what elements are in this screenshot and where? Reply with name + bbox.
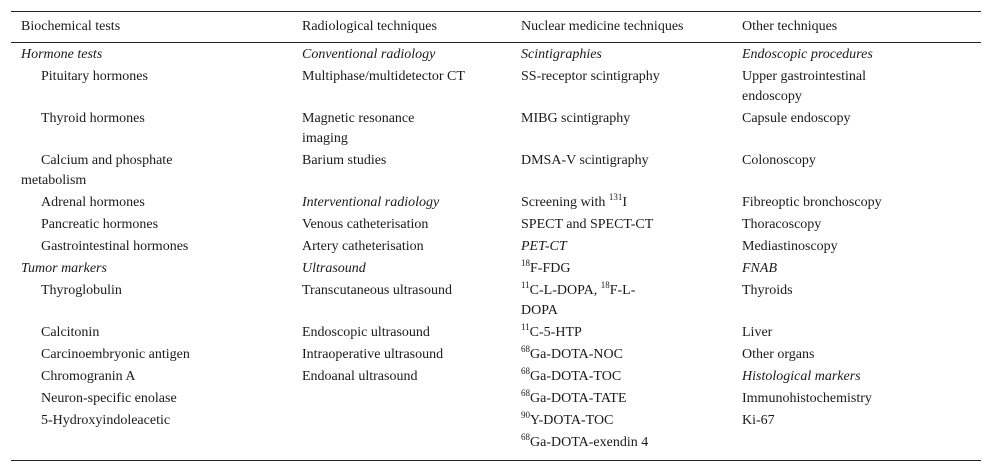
table-cell: Chromogranin A	[41, 369, 136, 384]
cell-text: F-FDG	[530, 261, 571, 276]
table-cell: 5-Hydroxyindoleacetic	[41, 413, 171, 428]
isotope-superscript: 131	[608, 192, 623, 202]
section-pet-ct: PET-CT	[521, 239, 567, 254]
table-cell: Liver	[742, 325, 773, 340]
section-fnab: FNAB	[742, 261, 777, 276]
header-radiological-techniques: Radiological techniques	[302, 19, 437, 34]
isotope-superscript: 18	[521, 258, 530, 268]
table-cell: Other organs	[742, 347, 815, 362]
table-cell	[521, 411, 613, 431]
cell-text: Ga-DOTA-TATE	[530, 391, 627, 406]
cell-text: Ga-DOTA-NOC	[530, 347, 623, 362]
table-cell: Capsule endoscopy	[742, 111, 851, 126]
table-cell	[521, 433, 648, 453]
section-interventional-radiology: Interventional radiology	[302, 195, 440, 210]
isotope-superscript: 11	[521, 322, 530, 332]
isotope-superscript: 90	[521, 410, 530, 420]
table-cell: Immunohistochemistry	[742, 391, 872, 406]
cell-text: F-L-DOPA	[521, 283, 636, 318]
table-cell	[521, 193, 627, 213]
table-cell: Artery catheterisation	[302, 239, 424, 254]
table-cell: Transcutaneous ultrasound	[302, 283, 452, 298]
table-cell: Upper gastrointestinal endoscopy	[742, 69, 867, 104]
table-cell: Pancreatic hormones	[41, 217, 159, 232]
cell-text: Y-DOTA-TOC	[530, 413, 614, 428]
table-cell	[521, 389, 627, 409]
table-cell: Pituitary hormones	[41, 69, 148, 84]
section-histological-markers: Histological markers	[742, 369, 861, 384]
table-bottom-rule	[11, 460, 981, 461]
section-ultrasound: Ultrasound	[302, 261, 366, 276]
table-cell: Magnetic resonance imaging	[302, 111, 415, 146]
table-cell: Fibreoptic bronchoscopy	[742, 195, 882, 210]
table-cell: Neuron-specific enolase	[41, 391, 177, 406]
table-cell: Venous catheterisation	[302, 217, 429, 232]
section-conventional-radiology: Conventional radiology	[302, 47, 436, 62]
table-cell: MIBG scintigraphy	[521, 111, 631, 126]
cell-text: Screening with	[521, 195, 609, 210]
table-cell: Endoscopic ultrasound	[302, 325, 430, 340]
isotope-superscript: 11	[521, 280, 530, 290]
table-cell: Thoracoscopy	[742, 217, 822, 232]
section-scintigraphies: Scintigraphies	[521, 47, 602, 62]
section-tumor-markers: Tumor markers	[21, 261, 107, 276]
header-rule	[11, 42, 981, 43]
section-endoscopic-procedures: Endoscopic procedures	[742, 47, 873, 62]
section-hormone-tests: Hormone tests	[21, 47, 103, 62]
table-cell: Endoanal ultrasound	[302, 369, 418, 384]
cell-text: Ga-DOTA-TOC	[530, 369, 622, 384]
table-cell: Adrenal hormones	[41, 195, 145, 210]
isotope-superscript: 18	[600, 280, 610, 290]
isotope-superscript: 68	[521, 432, 530, 442]
table-cell: Ki-67	[742, 413, 775, 428]
table-cell: SS-receptor scintigraphy	[521, 69, 660, 84]
table-top-rule	[11, 11, 981, 12]
table-cell: Barium studies	[302, 153, 387, 168]
isotope-superscript: 68	[521, 388, 530, 398]
table-cell	[521, 259, 570, 279]
cell-text: Ga-DOTA-exendin 4	[530, 435, 649, 450]
table-cell: Calcitonin	[41, 325, 100, 340]
table-cell: Thyroglobulin	[41, 283, 122, 298]
table-cell: Thyroids	[742, 283, 793, 298]
table-cell: Colonoscopy	[742, 153, 816, 168]
header-other-techniques: Other techniques	[742, 19, 838, 34]
table-cell	[521, 323, 582, 343]
table-cell: Mediastinoscopy	[742, 239, 838, 254]
table-cell: Carcinoembryonic antigen	[41, 347, 190, 362]
table-cell	[521, 345, 623, 365]
cell-text: C-L-DOPA,	[529, 283, 601, 298]
table-cell: Thyroid hormones	[41, 111, 145, 126]
table-cell	[521, 281, 671, 321]
isotope-superscript: 68	[521, 366, 530, 376]
table-cell	[521, 367, 621, 387]
table-cell: SPECT and SPECT-CT	[521, 217, 654, 232]
table-cell: DMSA-V scintigraphy	[521, 153, 649, 168]
header-nuclear-medicine-techniques: Nuclear medicine techniques	[521, 19, 684, 34]
header-biochemical-tests: Biochemical tests	[21, 19, 121, 34]
table-cell: Intraoperative ultrasound	[302, 347, 444, 362]
table-cell: Calcium and phosphate metabolism	[21, 153, 173, 188]
table-cell: Gastrointestinal hormones	[41, 239, 189, 254]
cell-text: C-5-HTP	[529, 325, 582, 340]
cell-text: I	[622, 195, 628, 210]
table-cell: Multiphase/multidetector CT	[302, 69, 465, 84]
isotope-superscript: 68	[521, 344, 530, 354]
